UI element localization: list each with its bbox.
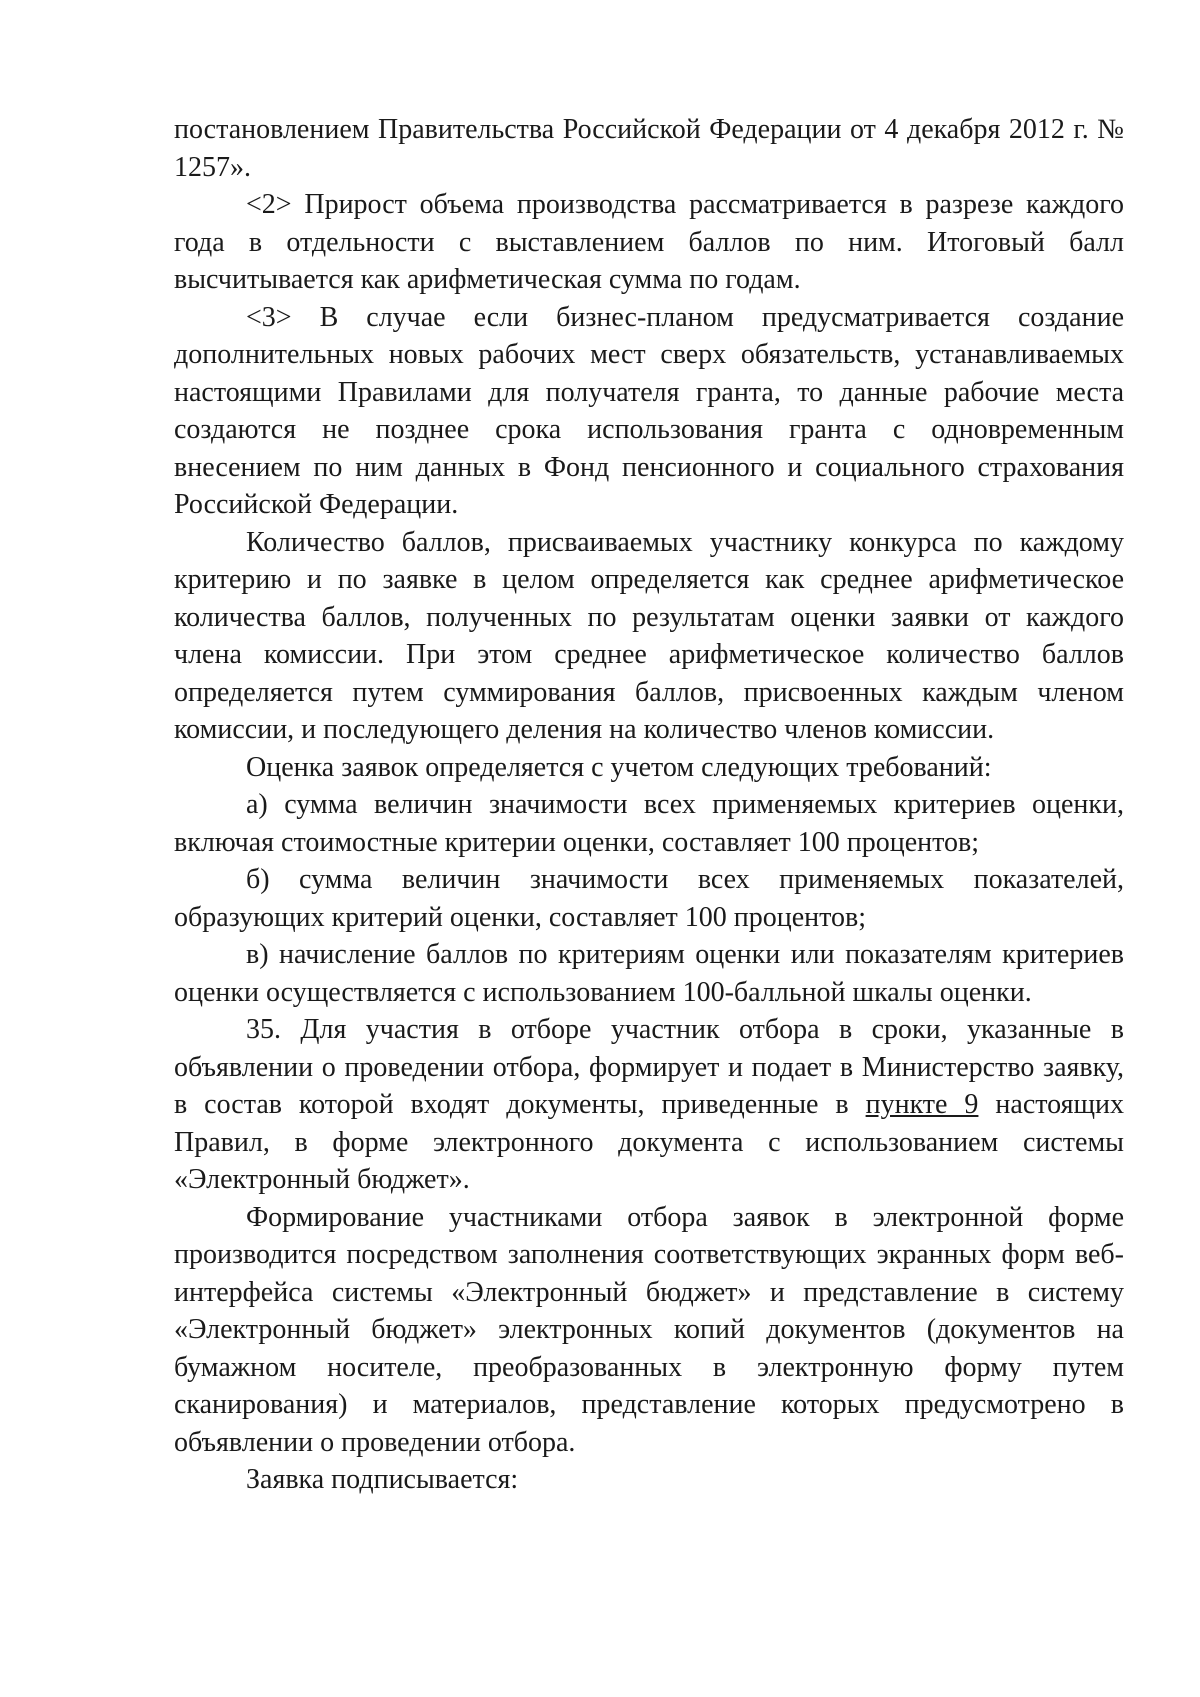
paragraph-footnote-3: <3> В случае если бизнес-планом предусматривается создание дополнительных новых рабочих мест сверх обязательств, устанавливаемых настоящими Правилами для получателя гранта, то данные рабочие места создаются не позднее срока использования гранта с одновременным внесением по ним данных в Фонд пенсионного и социального страхования Российской Федерации.: [174, 301, 1124, 520]
paragraph-score-calculation: Количество баллов, присваиваемых участнику конкурса по каждому критерию и по заявке в целом определяется как среднее арифметическое количества баллов, полученных по результатам оценки заявки от каждого члена комиссии. При этом среднее арифметическое количество баллов определяется путем суммирования баллов, присвоенных каждым членом комиссии, и последующего деления на количество членов комиссии.: [174, 526, 1124, 745]
paragraph-35-text-after: настоящих Правил, в форме электронного документа с использованием системы «Электронный бюджет».: [174, 1089, 1125, 1195]
paragraph-footnote-2: <2> Прирост объема производства рассматривается в разрезе каждого года в отдельности с выставлением баллов по ним. Итоговый балл высчитывается как арифметическая сумма по годам.: [174, 189, 1124, 295]
paragraph-35-participation: [174, 1011, 1124, 1199]
paragraph-item-c: в) начисление баллов по критериям оценки или показателям критериев оценки осуществляется с использованием 100-балльной шкалы оценки.: [174, 939, 1124, 1008]
paragraph-item-b: б) сумма величин значимости всех применяемых показателей, образующих критерий оценки, составляет 100 процентов;: [174, 864, 1124, 933]
paragraph-evaluation-requirements: Оценка заявок определяется с учетом следующих требований:: [246, 751, 992, 783]
point-9-link[interactable]: пункте 9: [865, 1089, 979, 1120]
document-body: [174, 111, 1124, 1499]
paragraph-application-formation: Формирование участниками отбора заявок в электронной форме производится посредством заполнения соответствующих экранных форм веб-интерфейса системы «Электронный бюджет» и представление в систему «Электронный бюджет» электронных копий документов (документов на бумажном носителе, преобразованных в электронную форму путем сканирования) и материалов, представление которых предусмотрено в объявлении о проведении отбора.: [174, 1201, 1124, 1458]
paragraph-35-text-before: 35. Для участия в отборе участник отбора в сроки, указанные в объявлении о проведении отбора, формирует и подает в Министерство заявку, в состав которой входят документы, приведенные в: [174, 1014, 1124, 1120]
paragraph-application-signing: Заявка подписывается:: [246, 1464, 519, 1495]
paragraph-decree-reference: постановлением Правительства Российской Федерации от 4 декабря 2012 г. № 1257».: [174, 114, 1124, 183]
paragraph-item-a: а) сумма величин значимости всех применяемых критериев оценки, включая стоимостные критерии оценки, составляет 100 процентов;: [174, 789, 1124, 858]
